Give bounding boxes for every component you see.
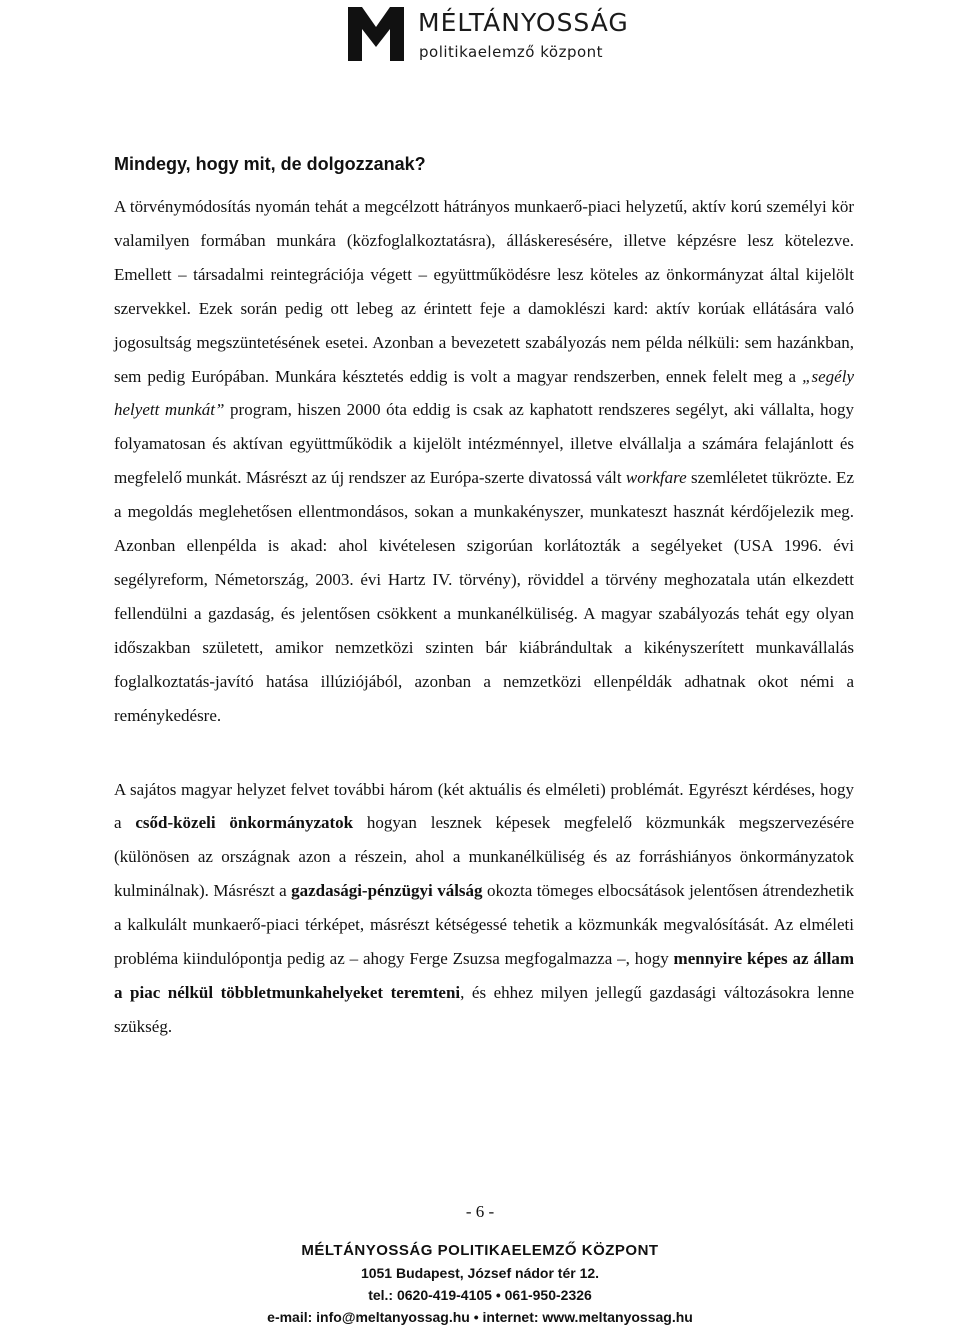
logo-icon (346, 5, 406, 63)
page-header (0, 0, 960, 70)
page-number: - 6 - (465, 1202, 495, 1221)
paragraph-2-text-e: okozta tömeges elbocsátások jelentősen átrendezhetik a kalkulált munkaerő-piaci térképet, másrészt kétségessé tehetik a közmunkák megvalósítását. Az elméleti probléma kiindulópontja pedig az – ahogy Ferge Zsuzsa megfogalmazza –, hogy (114, 881, 854, 969)
page-footer (0, 1240, 960, 1328)
paragraph-2-text-a: A sajátos magyar helyzet felvet további három (két aktuális és elméleti) problémát. Egyrészt kérdéses, hogy a (114, 779, 854, 833)
logo-org-subtitle: politikaelemző központ (419, 43, 604, 61)
paragraph-1-program-name: „segély helyett munkát” (114, 366, 854, 420)
paragraph-1-text-c: program, hiszen 2000 óta eddig is csak az kaphatott rendszeres segélyt, aki vállalta, hogy folyamatosan és aktívan együttműködik a kijelölt intézménnyel, illetve elvállalja a számára felajánlott és megfelelő munkát. Másrészt az új rendszer az Európa-szerte divatossá vált (114, 400, 855, 488)
paragraph-2-text-c: hogyan lesznek képesek megfelelő közmunkák megszervezésére (különösen az országnak azon a részein, ahol a munkanélküliség és az forráshiányos önkormányzatok kulminálnak). Másrészt a (114, 813, 854, 901)
paragraph-1-workfare-term: workfare (625, 468, 687, 488)
logo-org-name: MÉLTÁNYOSSÁG (418, 8, 629, 37)
paragraph-2-emphasis-2: gazdasági-pénzügyi válság (291, 881, 483, 901)
paragraph-1 (114, 190, 854, 733)
paragraph-2-emphasis-1: csőd-közeli önkormányzatok (135, 813, 354, 833)
paragraph-2-emphasis-3: mennyire képes az állam a piac nélkül többletmunkahelyeket teremteni (114, 949, 854, 1002)
footer-address: 1051 Budapest, József nádor tér 12. (360, 1265, 600, 1281)
paragraph-1-text-e: szemléletet tükrözte. Ez a megoldás meglehetősen ellentmondásos, sokan a munkakényszer, munkateszt hasznát kérdőjelezik meg. Azonban ellenpélda is akad: ahol kivételesen szigorúan korlátozták a segélyeket (USA 1996. évi segélyreform, Németország, 2003. évi Hartz IV. törvény), röviddel a törvény meghozatala után elkezdett fellendülni a gazdaság, és jelentősen csökkent a munkanélküliség. A magyar szabályozás tehát egy olyan időszakban született, amikor nemzetközi szinten bár kiábrándultak a kikényszerített munkavállalás foglalkoztatás-javító hatása illúziójából, azonban a nemzetközi ellenpéldák adhatnak okot némi a reménykedésre. (114, 468, 854, 725)
footer-contact: e-mail: info@meltanyossag.hu • internet: www.meltanyossag.hu (267, 1309, 693, 1325)
paragraph-2 (114, 773, 854, 1044)
footer-phone: tel.: 0620-419-4105 • 061-950-2326 (368, 1287, 592, 1303)
section-title: Mindegy, hogy mit, de dolgozzanak? (114, 154, 426, 174)
paragraph-1-text-a: A törvénymódosítás nyomán tehát a megcélzott hátrányos munkaerő-piaci helyzetű, aktív korú személyi kör valamilyen formában munkára (közfoglalkoztatásra), álláskeresésére, illetve képzésre lesz kötelezve. Emellett – társadalmi reintegrációja végett – együttműködésre lesz köteles az önkormányzat által kijelölt szervekkel. Ezek során pedig ott lebeg az érintett feje a damoklészi kard: aktív korúak ellátására való jogosultság megszüntetésének esetei. Azonban a bevezetett szabályozás nem példa nélküli: sem hazánkban, sem pedig Európában. Munkára késztetés eddig is volt a magyar rendszerben, ennek felelt meg a (114, 197, 854, 386)
footer-org-name: MÉLTÁNYOSSÁG POLITIKAELEMZŐ KÖZPONT (301, 1242, 659, 1259)
document-body (114, 150, 854, 1044)
paragraph-2-text-g: , és ehhez milyen jellegű gazdasági változásokra lenne szükség. (114, 982, 855, 1036)
